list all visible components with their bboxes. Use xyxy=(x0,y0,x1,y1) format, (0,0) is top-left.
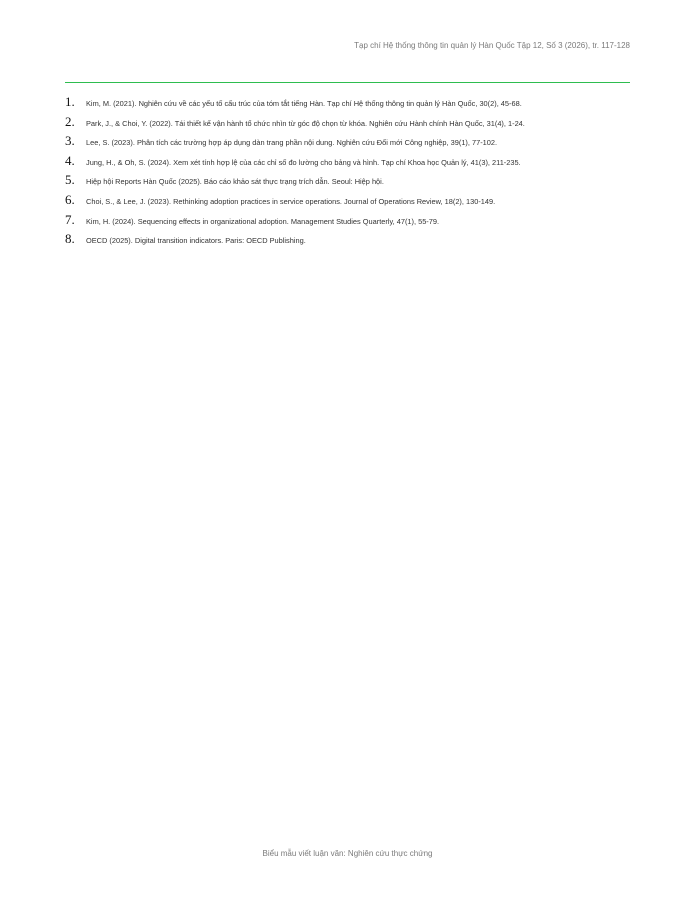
reference-list xyxy=(65,94,635,251)
reference-text: Kim, H. (2024). Sequencing effects in organizational adoption. Management Studies Quarterly, 47(1), 55-79. xyxy=(86,216,440,226)
reference-item xyxy=(65,231,635,251)
reference-item xyxy=(65,212,635,232)
reference-text: Kim, M. (2021). Nghiên cứu về các yếu tố cấu trúc của tóm tắt tiếng Hàn. Tạp chí Hệ thống thông tin quản lý Hàn Quốc, 30(2), 45-68. xyxy=(86,99,522,108)
reference-number: 1. xyxy=(65,94,75,109)
reference-item xyxy=(65,94,635,114)
reference-text: Choi, S., & Lee, J. (2023). Rethinking adoption practices in service operations. Journal of Operations Review, 18(2), 130-149. xyxy=(86,196,496,206)
reference-number: 4. xyxy=(65,152,75,168)
reference-text: Park, J., & Choi, Y. (2022). Tái thiết kế vận hành tổ chức nhìn từ góc độ chọn từ khóa. Nghiên cứu Hành chính Hàn Quốc, 31(4), 1-24. xyxy=(86,118,525,128)
reference-item xyxy=(65,153,635,173)
reference-item xyxy=(65,133,635,153)
header-divider xyxy=(65,82,630,83)
reference-item xyxy=(65,172,635,192)
reference-text: Jung, H., & Oh, S. (2024). Xem xét tính hợp lệ của các chỉ số đo lường cho bảng và hình. Tạp chí Khoa học Quản lý, 41(3), 211-235. xyxy=(86,157,521,167)
reference-number: 5. xyxy=(65,172,75,188)
reference-number: 2. xyxy=(65,113,75,129)
reference-number: 7. xyxy=(65,211,75,227)
page-footer: Biểu mẫu viết luận văn: Nghiên cứu thực chứng xyxy=(262,849,433,858)
running-header: Tạp chí Hệ thống thông tin quản lý Hàn Quốc Tập 12, Số 3 (2026), tr. 117-128 xyxy=(354,41,630,50)
reference-text: Hiệp hội Reports Hàn Quốc (2025). Báo cáo khảo sát thực trạng trích dẫn. Seoul: Hiệp hội. xyxy=(86,177,384,187)
reference-number: 6. xyxy=(65,191,75,207)
reference-number: 8. xyxy=(65,231,75,247)
reference-item xyxy=(65,192,635,212)
reference-number: 3. xyxy=(65,133,75,149)
reference-text: Lee, S. (2023). Phân tích các trường hợp áp dụng dàn trang phần nội dung. Nghiên cứu Đổi mới Công nghiệp, 39(1), 77-102. xyxy=(86,138,498,148)
reference-item xyxy=(65,114,635,134)
reference-text: OECD (2025). Digital transition indicators. Paris: OECD Publishing. xyxy=(86,236,306,246)
